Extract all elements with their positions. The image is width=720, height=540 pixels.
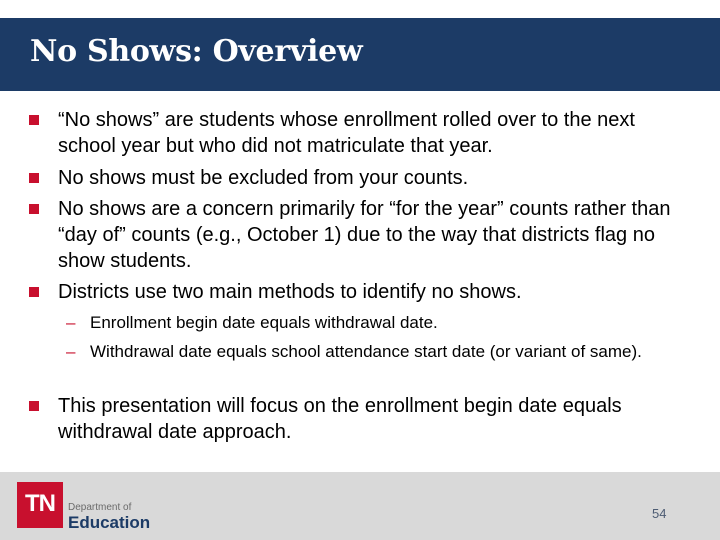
sub-bullet-text: Enrollment begin date equals withdrawal date.	[90, 313, 438, 332]
square-bullet-icon	[29, 287, 39, 297]
sub-bullet-item	[66, 311, 660, 334]
bullet-item	[58, 393, 698, 445]
department-of-label: Department of	[68, 502, 132, 513]
bullet-item	[58, 196, 698, 274]
bullet-text: This presentation will focus on the enrollment begin date equals withdrawal date approach.	[58, 395, 622, 443]
square-bullet-icon	[29, 401, 39, 411]
bullet-text: No shows must be excluded from your counts.	[58, 167, 469, 189]
slide-title: No Shows: Overview	[30, 34, 363, 69]
square-bullet-icon	[29, 115, 39, 125]
department-name: Education	[68, 513, 151, 532]
dash-marker: –	[66, 342, 76, 361]
bullet-item	[58, 107, 698, 159]
dash-marker: –	[66, 313, 76, 332]
bullet-text: “No shows” are students whose enrollment rolled over to the next school year but who did not matriculate that year.	[58, 109, 635, 157]
sub-bullet-text: Withdrawal date equals school attendance start date (or variant of same).	[90, 342, 642, 361]
bullet-item	[58, 165, 698, 191]
logo-text: TN	[25, 490, 55, 517]
page-number: 54	[652, 506, 667, 521]
square-bullet-icon	[29, 204, 39, 214]
bullet-text: No shows are a concern primarily for “for the year” counts rather than “day of” counts (e.g., October 1) due to the way that districts flag no show students.	[58, 198, 671, 272]
sub-bullet-item	[66, 340, 660, 363]
square-bullet-icon	[29, 173, 39, 183]
bullet-text: Districts use two main methods to identify no shows.	[58, 281, 522, 303]
bullet-item	[58, 279, 698, 305]
